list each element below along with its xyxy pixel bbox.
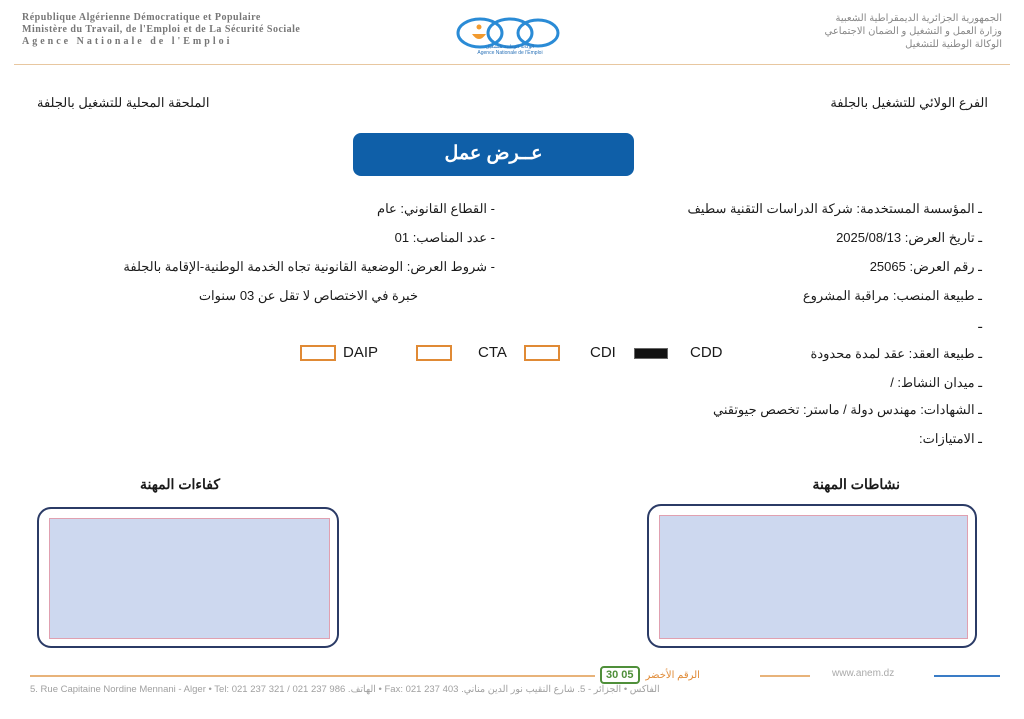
green-number: 30 05 xyxy=(600,666,640,684)
contract-cdd-label: CDD xyxy=(690,344,723,361)
activities-heading: نشاطات المهنة xyxy=(812,476,900,492)
field-offer-conditions: - شروط العرض: الوضعية القانونية تجاه الخدمة الوطنية-الإقامة بالجلفة xyxy=(123,259,495,274)
page-title: عــرض عمل xyxy=(353,133,634,176)
logo-caption-fr: Agence Nationale de l'Emploi xyxy=(477,50,543,56)
header-fr-line1: République Algérienne Démocratique et Populaire xyxy=(22,12,261,23)
footer-url[interactable]: www.anem.dz xyxy=(832,668,895,679)
header-divider xyxy=(14,64,1010,65)
green-number-block xyxy=(600,667,700,683)
activities-panel[interactable] xyxy=(647,504,977,648)
field-offer-date: ـ تاريخ العرض: 2025/08/13 xyxy=(836,230,982,245)
header-fr-line2: Ministère du Travail, de l'Emploi et de La Sécurité Sociale xyxy=(22,24,301,35)
field-offer-number: ـ رقم العرض: 25065 xyxy=(869,259,982,274)
contract-daip-checkbox[interactable] xyxy=(300,345,336,361)
field-privileges: ـ الامتيازات: xyxy=(919,431,982,446)
activities-content[interactable] xyxy=(659,515,968,639)
logo-caption xyxy=(440,44,580,56)
field-dot: ـ xyxy=(978,316,982,331)
header-ar-line3: الوكالة الوطنية للتشغيل xyxy=(905,39,1002,50)
field-activity-field: ـ ميدان النشاط: / xyxy=(890,375,982,390)
contract-cdi-checkbox[interactable] xyxy=(524,345,560,361)
branch-left: الملحقة المحلية للتشغيل بالجلفة xyxy=(37,95,210,110)
field-position: ـ طبيعة المنصب: مراقبة المشروع xyxy=(802,288,982,303)
header-ar-line1: الجمهورية الجزائرية الديمقراطية الشعبية xyxy=(835,13,1002,24)
field-diplomas: ـ الشهادات: مهندس دولة / ماستر: تخصص جيوتقني xyxy=(712,402,982,417)
contract-cdd-checkbox[interactable] xyxy=(634,348,668,359)
skills-content[interactable] xyxy=(49,518,330,639)
field-positions-count: - عدد المناصب: 01 xyxy=(394,230,495,245)
header-fr xyxy=(22,12,300,48)
footer-line-mid xyxy=(760,675,810,677)
field-contract-type: ـ طبيعة العقد: عقد لمدة محدودة xyxy=(810,346,982,361)
contract-cta-label: CTA xyxy=(478,344,507,361)
contract-daip-label: DAIP xyxy=(343,344,379,361)
field-experience: خبرة في الاختصاص لا تقل عن 03 سنوات xyxy=(198,288,418,303)
skills-panel[interactable] xyxy=(37,507,339,648)
header-ar-line2: وزارة العمل و التشغيل و الضمان الاجتماعي xyxy=(824,26,1002,37)
footer-line-right xyxy=(934,675,1000,677)
field-legal-sector: - القطاع القانوني: عام xyxy=(377,201,495,216)
green-label: الرقم الأخضر xyxy=(645,669,700,681)
field-employer: ـ المؤسسة المستخدمة: شركة الدراسات التقنية سطيف xyxy=(687,201,982,216)
header-fr-line3: Agence Nationale de l'Emploi xyxy=(22,36,233,47)
contract-cta-checkbox[interactable] xyxy=(416,345,452,361)
footer-address: 5. Rue Capitaine Nordine Mennani - Alger • Tel: 021 237 321 / 021 237 986 .الهاتف • Fax: 021 237 403 .الفاكس • الجزائر - 5. شارع النقيب نور الدين مناني xyxy=(30,684,660,695)
logo-caption-ar: الوكالة الوطنية للتشغيل xyxy=(485,44,535,50)
header-ar xyxy=(825,12,1003,51)
branch-right: الفرع الولائي للتشغيل بالجلفة xyxy=(830,95,988,110)
footer-line-left xyxy=(30,675,595,677)
skills-heading: كفاءات المهنة xyxy=(140,476,220,492)
contract-cdi-label: CDI xyxy=(590,344,616,361)
